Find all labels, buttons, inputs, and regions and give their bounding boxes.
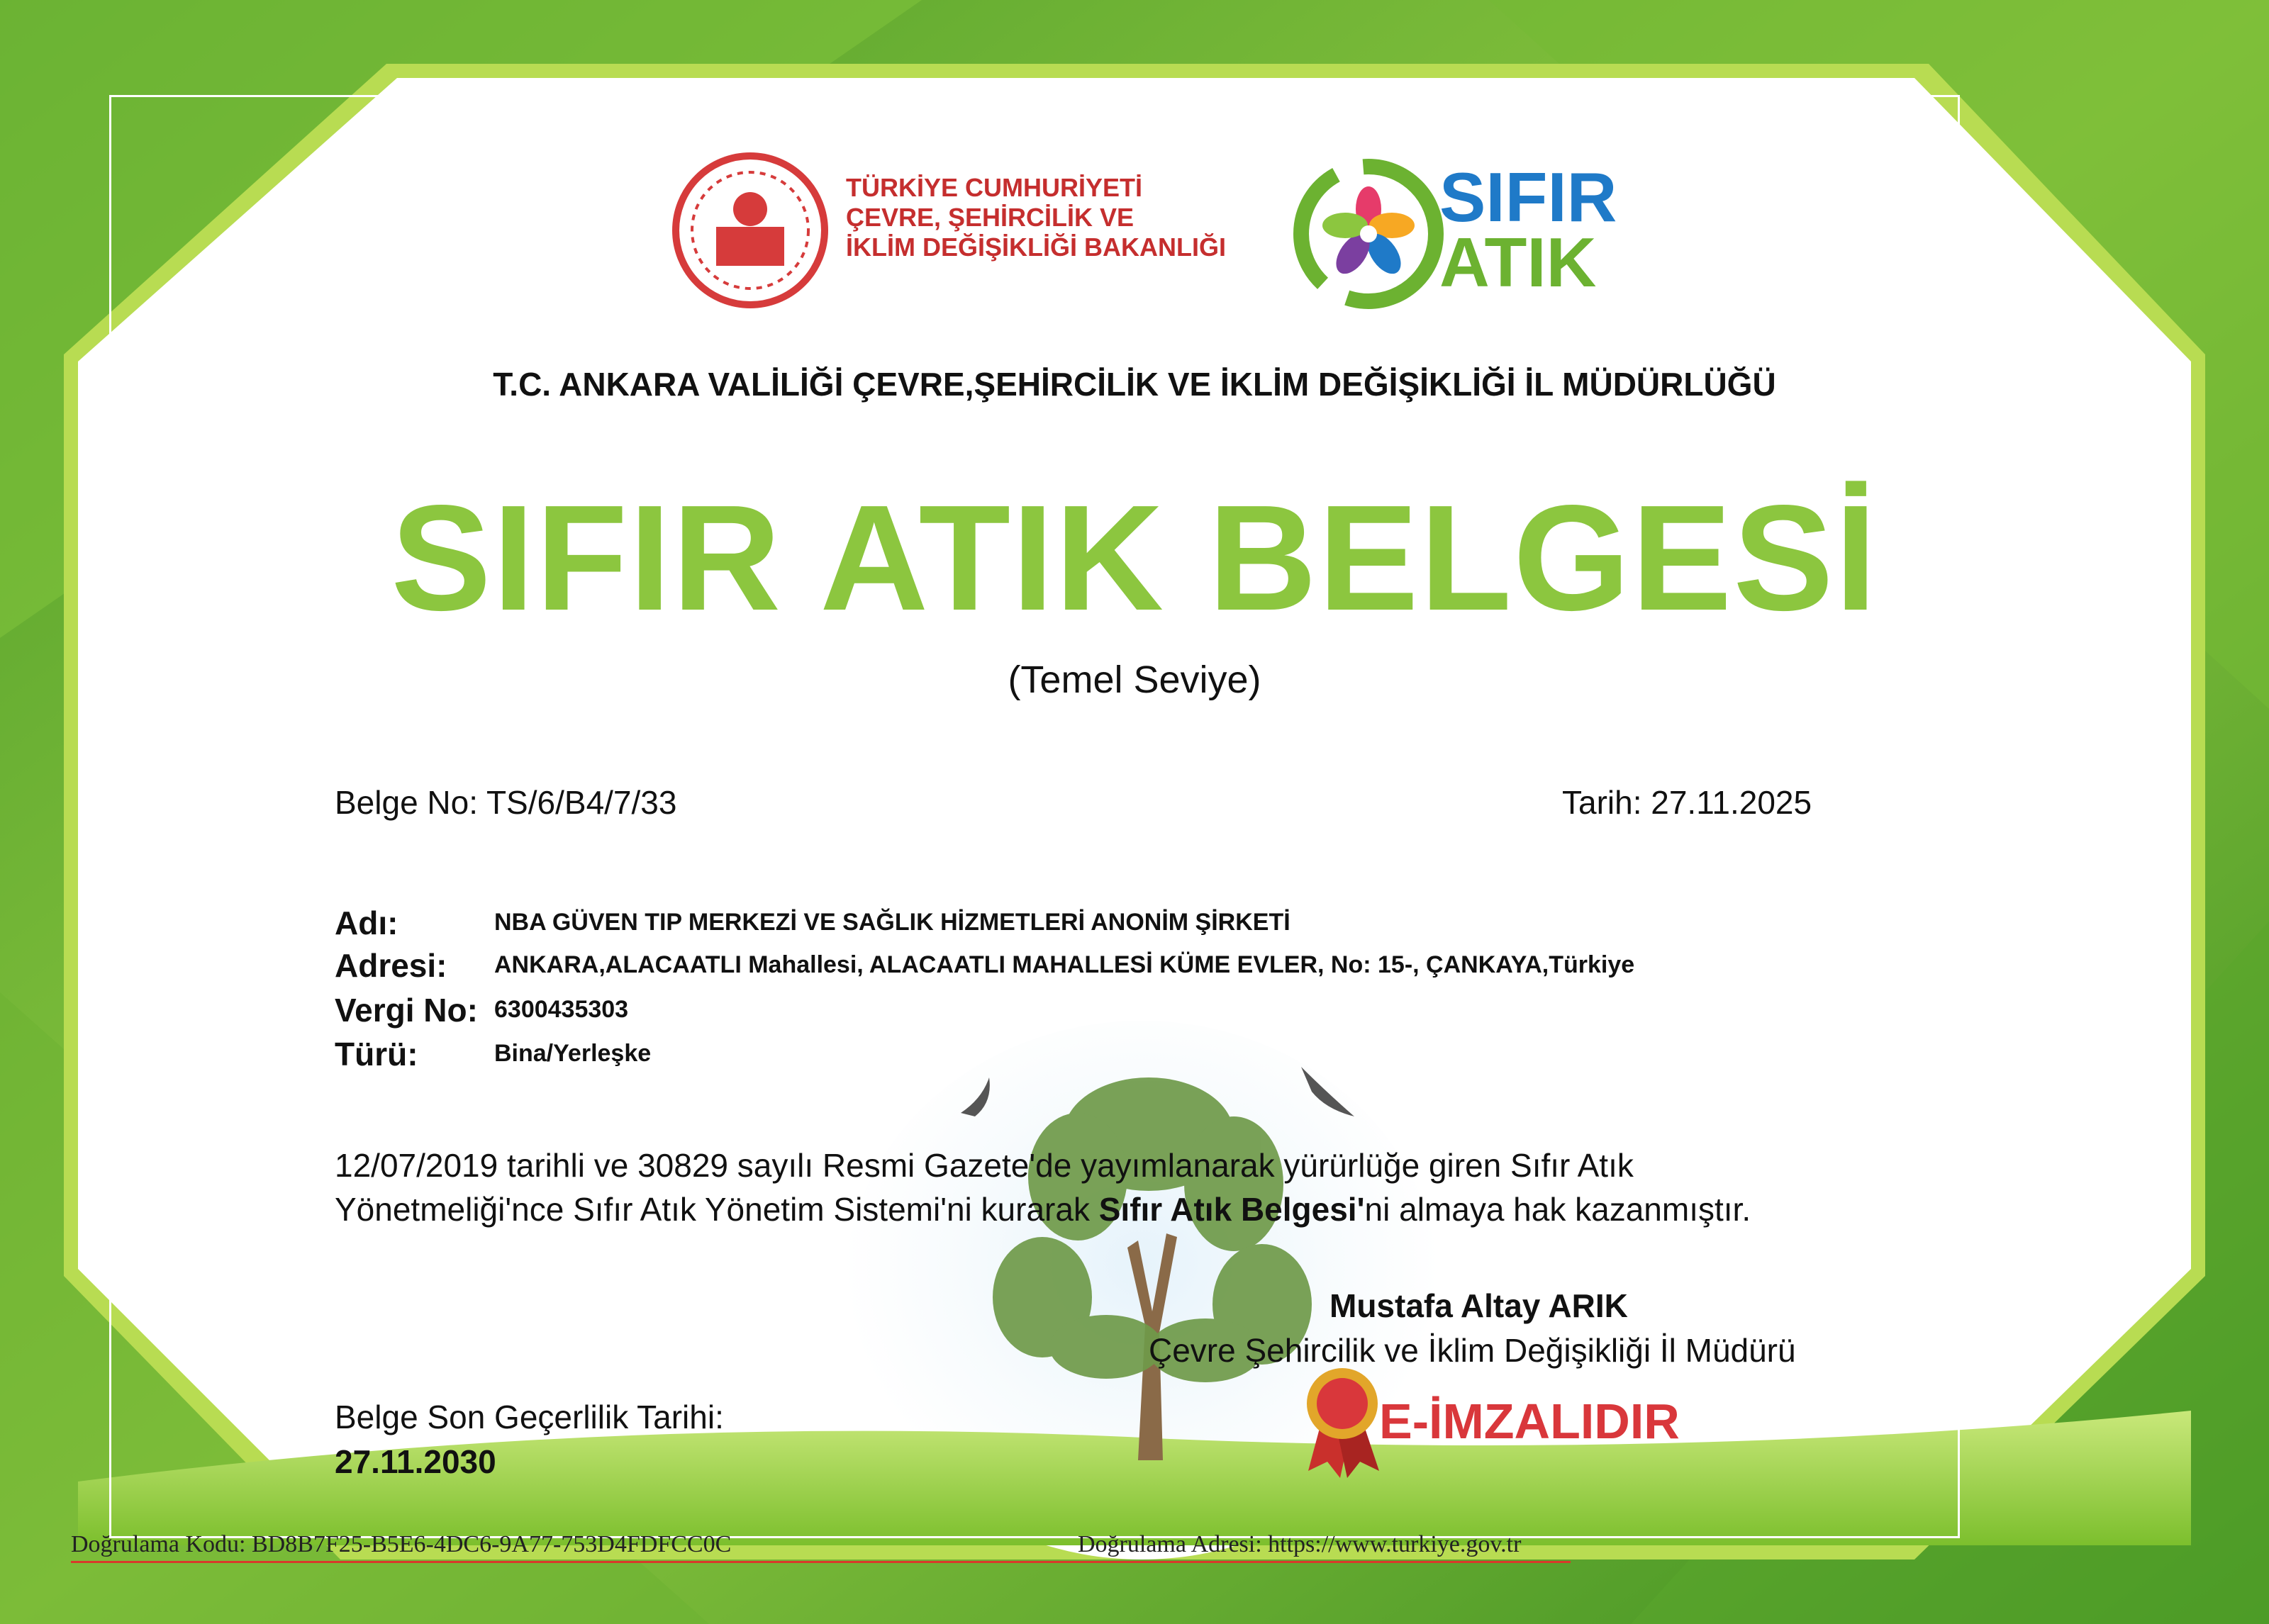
verification-code: Doğrulama Kodu: BD8B7F25-B5E6-4DC6-9A77-753D4FDFCC0C (71, 1531, 732, 1557)
certificate-statement (335, 1143, 1852, 1231)
ministry-line-1: TÜRKİYE CUMHURİYETİ (846, 173, 1143, 202)
address-value: ANKARA,ALACAATLI Mahallesi, ALACAATLI MAHALLESİ KÜME EVLER, No: 15-, ÇANKAYA,Türkiye (494, 951, 1635, 978)
signatory-name: Mustafa Altay ARIK (1329, 1287, 1628, 1324)
expiry-label: Belge Son Geçerlilik Tarihi: (335, 1399, 724, 1435)
statement-part-1: 12/07/2019 tarihli ve 30829 sayılı Resmi Gazete'de yayımlanarak yürürlüğe giren Sıfır Atık Yönetmeliği'nce Sıfır Atık Yönetim Sistemi'ni kurarak (335, 1147, 1634, 1228)
signatory-title: Çevre Şehircilik ve İklim Değişikliği İl Müdürü (1149, 1332, 1796, 1369)
issue-date: Tarih: 27.11.2025 (1562, 784, 1812, 821)
certificate-title: SIFIR ATIK BELGESİ (391, 474, 1878, 642)
document-number: Belge No: TS/6/B4/7/33 (335, 784, 677, 821)
tax-number-value: 6300435303 (494, 996, 629, 1023)
name-label: Adı: (335, 905, 398, 941)
expiry-date: 27.11.2030 (335, 1443, 496, 1480)
verification-address[interactable]: Doğrulama Adresi: https://www.turkiye.gov.tr (1078, 1531, 1522, 1557)
name-value: NBA GÜVEN TIP MERKEZİ VE SAĞLIK HİZMETLERİ ANONİM ŞİRKETİ (494, 909, 1290, 936)
sifir-atik-logo-line-1: SIFIR (1439, 158, 1617, 236)
issuing-organization: T.C. ANKARA VALİLİĞİ ÇEVRE,ŞEHİRCİLİK VE İKLİM DEĞİŞİKLİĞİ İL MÜDÜRLÜĞÜ (493, 366, 1776, 403)
type-value: Bina/Yerleşke (494, 1040, 652, 1067)
address-label: Adresi: (335, 947, 447, 984)
certificate-level: (Temel Seviye) (1008, 659, 1261, 701)
footer-divider (71, 1561, 1571, 1563)
ministry-logo-text (846, 173, 1226, 262)
statement-bold: Sıfır Atık Belgesi' (1098, 1191, 1365, 1228)
ministry-line-3: İKLİM DEĞİŞİKLİĞİ BAKANLIĞI (846, 233, 1226, 262)
e-signature-badge-text: E-İMZALIDIR (1379, 1394, 1680, 1449)
tax-number-label: Vergi No: (335, 992, 478, 1029)
statement-part-2: ni almaya hak kazanmıştır. (1364, 1191, 1751, 1228)
sifir-atik-logo-line-2: ATIK (1439, 223, 1597, 301)
type-label: Türü: (335, 1036, 418, 1073)
ministry-line-2: ÇEVRE, ŞEHİRCİLİK VE (846, 203, 1134, 232)
sifir-atik-logo-text (1439, 158, 1617, 301)
